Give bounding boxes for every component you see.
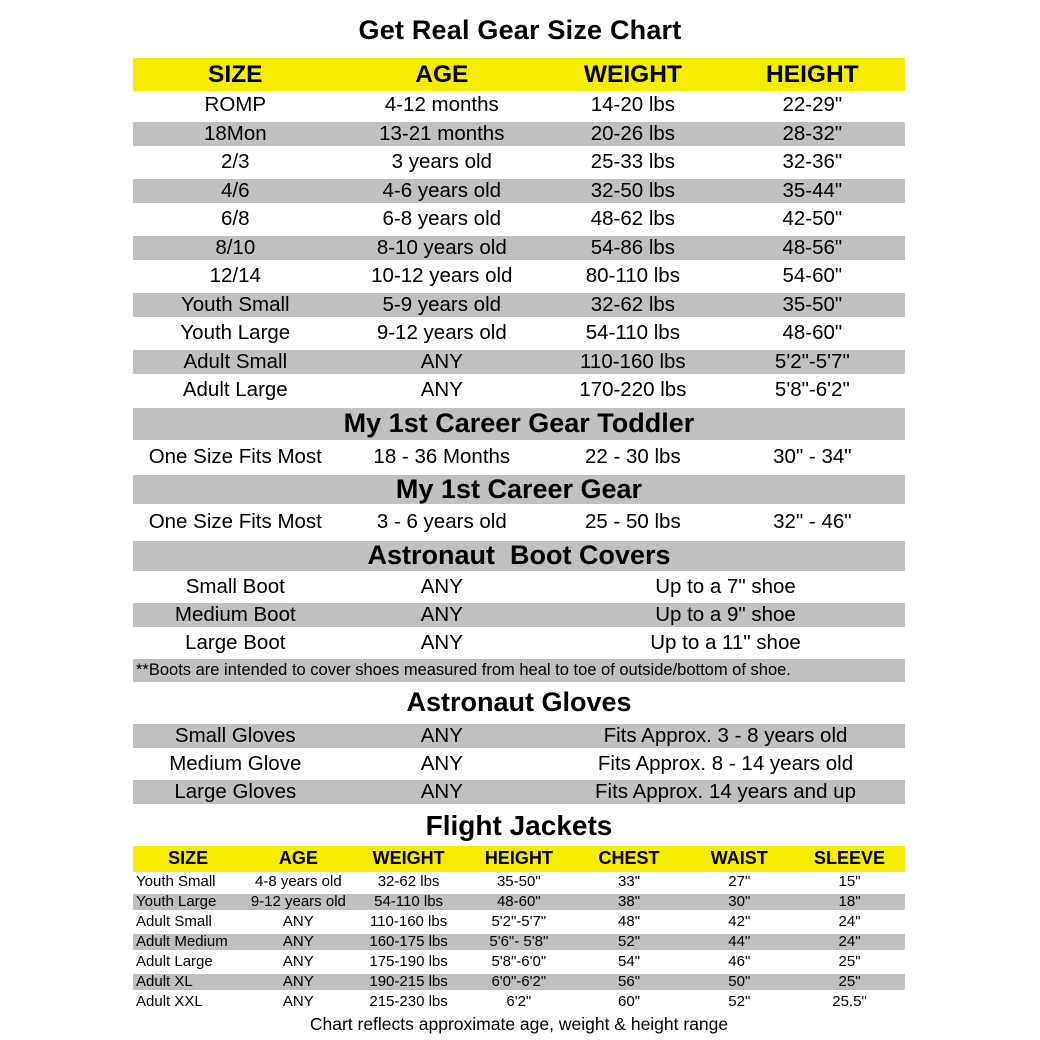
- cell: 48-60": [782, 321, 843, 345]
- cell: 25 - 50 lbs: [584, 509, 681, 533]
- cell: 20-26 lbs: [590, 121, 676, 145]
- cell: 33": [618, 872, 641, 890]
- cell: 25": [838, 952, 861, 970]
- cell: 110-160 lbs: [580, 349, 686, 373]
- cell: 8/10: [215, 235, 256, 259]
- header-cell: WAIST: [710, 848, 768, 869]
- cell: Adult Large: [136, 952, 213, 970]
- toddler-section-body: [133, 442, 905, 472]
- size-row: [133, 234, 905, 263]
- main-table-body: [133, 91, 905, 405]
- cell: 3 - 6 years old: [376, 509, 507, 533]
- cell: 4-12 months: [384, 93, 499, 117]
- cell: 30": [728, 892, 751, 910]
- career-size-row: [133, 506, 905, 538]
- cell: 9-12 years old: [250, 892, 346, 910]
- cell: 170-220 lbs: [579, 378, 687, 402]
- size-row: [133, 177, 905, 206]
- cell: 4-6 years old: [382, 178, 502, 202]
- cell: 8-10 years old: [376, 235, 507, 259]
- cell: 190-215 lbs: [369, 972, 448, 990]
- toddler-size-row: [133, 442, 905, 472]
- cell: ANY: [420, 751, 463, 775]
- header-cell: WEIGHT: [372, 848, 445, 869]
- cell: Adult XXL: [136, 992, 203, 1010]
- cell: 54-60": [782, 264, 843, 288]
- glove-size-row: [133, 750, 905, 778]
- cell: ROMP: [204, 93, 267, 117]
- cell: Youth Small: [136, 872, 216, 890]
- cell: 12/14: [209, 264, 261, 288]
- cell: Up to a 9" shoe: [655, 602, 796, 626]
- cell: ANY: [282, 952, 314, 970]
- chart-content: [133, 58, 905, 1038]
- jacket-size-row: [133, 932, 905, 952]
- cell: 22-29": [782, 93, 843, 117]
- header-cell: HEIGHT: [766, 60, 859, 88]
- size-row: [133, 205, 905, 234]
- cell: ANY: [420, 574, 463, 598]
- cell: Up to a 7" shoe: [655, 574, 796, 598]
- size-row: [133, 148, 905, 177]
- cell: 4-8 years old: [254, 872, 342, 890]
- cell: Adult Small: [183, 349, 288, 373]
- cell: 3 years old: [391, 150, 492, 174]
- cell: 25": [838, 972, 861, 990]
- cell: 215-230 lbs: [369, 992, 448, 1010]
- cell: 32" - 46": [773, 509, 852, 533]
- jackets-table-body: [133, 872, 905, 1012]
- cell: ANY: [420, 349, 463, 373]
- cell: Fits Approx. 14 years and up: [595, 779, 856, 803]
- cell: Youth Large: [136, 892, 217, 910]
- header-cell: SIZE: [168, 848, 209, 869]
- cell: 54-110 lbs: [585, 321, 680, 345]
- cell: 32-62 lbs: [377, 872, 440, 890]
- cell: 52": [618, 932, 641, 950]
- cell: 13-21 months: [379, 121, 505, 145]
- cell: 14-20 lbs: [590, 93, 676, 117]
- cell: 28-32": [782, 121, 843, 145]
- jackets-table-header: [133, 846, 905, 872]
- cell: 18 - 36 Months: [373, 444, 511, 468]
- cell: ANY: [282, 912, 314, 930]
- cell: Fits Approx. 3 - 8 years old: [603, 723, 848, 747]
- cell: 38": [618, 892, 641, 910]
- boot-footnote: **Boots are intended to cover shoes measured from heal to toe of outside/bottom of shoe.: [133, 657, 905, 684]
- boot-section-body: [133, 573, 905, 657]
- jacket-size-row: [133, 992, 905, 1012]
- jacket-size-row: [133, 952, 905, 972]
- cell: 24": [838, 912, 861, 930]
- cell: 5'2"-5'7": [774, 349, 850, 373]
- header-cell: AGE: [278, 848, 318, 869]
- jacket-size-row: [133, 972, 905, 992]
- cell: 10-12 years old: [371, 264, 513, 288]
- cell: Small Boot: [185, 574, 285, 598]
- cell: ANY: [282, 932, 314, 950]
- cell: Adult Medium: [136, 932, 228, 950]
- cell: 175-190 lbs: [369, 952, 448, 970]
- cell: 54": [618, 952, 641, 970]
- cell: 5'6"- 5'8": [489, 932, 549, 950]
- cell: 35-44": [782, 178, 843, 202]
- cell: 30" - 34": [773, 444, 852, 468]
- cell: 44": [728, 932, 751, 950]
- cell: Up to a 11" shoe: [650, 630, 801, 654]
- cell: 18": [838, 892, 861, 910]
- cell: ANY: [282, 992, 314, 1010]
- header-cell: SIZE: [208, 60, 263, 88]
- cell: 24": [838, 932, 861, 950]
- cell: Medium Glove: [169, 751, 302, 775]
- boot-size-row: [133, 573, 905, 601]
- cell: 48-60": [496, 892, 541, 910]
- cell: 2/3: [221, 150, 250, 174]
- cell: 32-50 lbs: [590, 178, 676, 202]
- main-table-header: [133, 58, 905, 91]
- career-section-body: [133, 506, 905, 538]
- cell: ANY: [282, 972, 314, 990]
- cell: 80-110 lbs: [585, 264, 680, 288]
- boot-section-title: Astronaut Boot Covers: [133, 538, 905, 573]
- cell: 9-12 years old: [376, 321, 507, 345]
- cell: 52": [728, 992, 751, 1010]
- cell: 46": [728, 952, 751, 970]
- cell: 54-110 lbs: [374, 892, 444, 910]
- cell: 18Mon: [203, 121, 267, 145]
- career-section-title: My 1st Career Gear: [133, 472, 905, 506]
- jackets-section-title: Flight Jackets: [425, 809, 613, 841]
- boot-size-row: [133, 601, 905, 629]
- chart-footer-note: Chart reflects approximate age, weight & height range: [309, 1014, 729, 1034]
- cell: 4/6: [221, 178, 250, 202]
- size-row: [133, 348, 905, 377]
- cell: 15": [838, 872, 861, 890]
- cell: 6/8: [221, 207, 250, 231]
- cell: 110-160 lbs: [369, 912, 448, 930]
- cell: 6'0"-6'2": [491, 972, 547, 990]
- size-row: [133, 91, 905, 120]
- cell: Medium Boot: [174, 602, 296, 626]
- cell: 42": [728, 912, 751, 930]
- cell: One Size Fits Most: [148, 444, 322, 468]
- header-cell: SLEEVE: [814, 848, 886, 869]
- cell: Fits Approx. 8 - 14 years old: [597, 751, 854, 775]
- cell: Youth Large: [180, 321, 291, 345]
- main-size-table: [133, 58, 905, 405]
- cell: 50": [728, 972, 751, 990]
- jacket-size-row: [133, 872, 905, 892]
- cell: Adult XL: [136, 972, 193, 990]
- jacket-size-row: [133, 892, 905, 912]
- cell: Large Boot: [185, 630, 286, 654]
- glove-size-row: [133, 778, 905, 806]
- cell: 48": [618, 912, 641, 930]
- cell: 5'8"-6'0": [491, 952, 547, 970]
- cell: 5'2"-5'7": [491, 912, 547, 930]
- cell: 35-50": [496, 872, 541, 890]
- cell: 60": [618, 992, 641, 1010]
- size-row: [133, 319, 905, 348]
- size-row: [133, 120, 905, 149]
- cell: 25-33 lbs: [590, 150, 676, 174]
- cell: ANY: [420, 602, 463, 626]
- cell: Large Gloves: [174, 779, 297, 803]
- cell: Small Gloves: [174, 723, 296, 747]
- cell: 32-62 lbs: [590, 292, 676, 316]
- cell: Youth Small: [180, 292, 290, 316]
- cell: 48-56": [782, 235, 843, 259]
- cell: ANY: [420, 630, 463, 654]
- size-row: [133, 262, 905, 291]
- cell: 35-50": [782, 292, 843, 316]
- gloves-section-body: [133, 722, 905, 806]
- gloves-section-title: Astronaut Gloves: [406, 687, 632, 717]
- cell: ANY: [420, 779, 463, 803]
- cell: Adult Large: [182, 378, 288, 402]
- header-cell: CHEST: [598, 848, 660, 869]
- cell: 5'8"-6'2": [774, 378, 850, 402]
- cell: 42-50": [782, 207, 843, 231]
- header-cell: WEIGHT: [583, 60, 682, 88]
- cell: 56": [618, 972, 641, 990]
- cell: 25.5": [832, 992, 867, 1010]
- size-row: [133, 376, 905, 405]
- toddler-section-title: My 1st Career Gear Toddler: [133, 405, 905, 442]
- header-cell: HEIGHT: [484, 848, 553, 869]
- page-title: Get Real Gear Size Chart: [358, 15, 682, 45]
- cell: 54-86 lbs: [590, 235, 676, 259]
- cell: 5-9 years old: [382, 292, 502, 316]
- cell: 160-175 lbs: [369, 932, 448, 950]
- cell: ANY: [420, 723, 463, 747]
- glove-size-row: [133, 722, 905, 750]
- cell: 6-8 years old: [382, 207, 502, 231]
- jacket-size-row: [133, 912, 905, 932]
- cell: 6'2": [506, 992, 532, 1010]
- boot-size-row: [133, 629, 905, 657]
- cell: 32-36": [782, 150, 843, 174]
- cell: 22 - 30 lbs: [584, 444, 681, 468]
- cell: ANY: [420, 378, 463, 402]
- cell: Adult Small: [136, 912, 212, 930]
- cell: 27": [728, 872, 751, 890]
- cell: 48-62 lbs: [590, 207, 676, 231]
- header-cell: AGE: [415, 60, 469, 88]
- cell: One Size Fits Most: [148, 509, 322, 533]
- size-row: [133, 291, 905, 320]
